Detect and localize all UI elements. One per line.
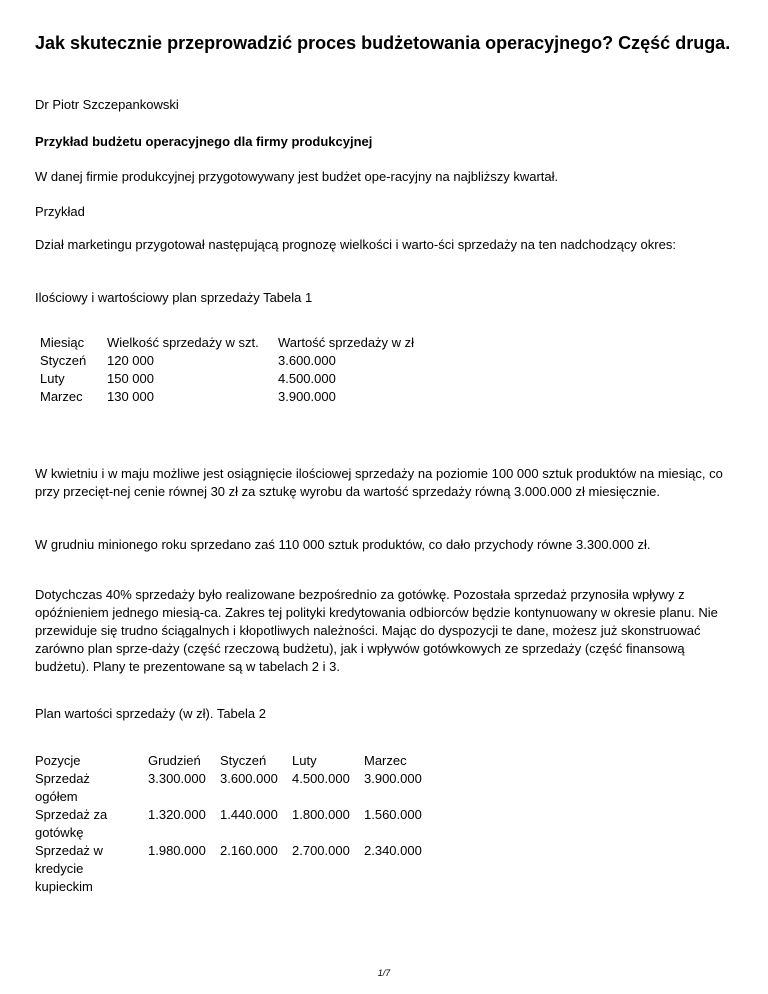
table-cell: 1.560.000: [364, 807, 422, 822]
table-header-cell: Marzec: [364, 753, 407, 768]
december-paragraph: W grudniu minionego roku sprzedano zaś 110 000 sztuk produktów, co dało przychody równe 3.300.000 zł.: [35, 537, 651, 552]
sales-plan-table-1: [40, 334, 478, 406]
table-cell: 3.900.000: [364, 771, 422, 786]
april-may-paragraph: W kwietniu i w maju możliwe jest osiągnięcie ilościowej sprzedaży na poziomie 100 000 sztuk produktów na miesiąc, co przy przecięt-nej cenie równej 30 zł za sztukę wyrobu da wartość sprzedaży równą 3.000.000 zł miesięcznie.: [35, 466, 723, 499]
table-header-row: [40, 334, 478, 352]
author-line: Dr Piotr Szczepankowski: [35, 97, 179, 112]
table-row: [35, 806, 436, 842]
table-cell: 3.600.000: [278, 353, 336, 368]
table-cell: 1.440.000: [220, 807, 278, 822]
table-cell: Sprzedaż w kredycie kupieckim: [35, 843, 103, 894]
section-heading: Przykład budżetu operacyjnego dla firmy produkcyjnej: [35, 134, 373, 149]
table-cell: Sprzedaż ogółem: [35, 771, 90, 804]
table-cell: 3.300.000: [148, 771, 206, 786]
table-header-cell: Wartość sprzedaży w zł: [278, 335, 415, 350]
document-title: Jak skutecznie przeprowadzić proces budżetowania operacyjnego? Część druga.: [35, 33, 731, 53]
table-cell: 150 000: [107, 371, 154, 386]
table-cell: 1.800.000: [292, 807, 350, 822]
table-header-cell: Miesiąc: [40, 335, 85, 350]
table-header-row: [35, 752, 436, 770]
table-header-cell: Wielkość sprzedaży w szt.: [107, 335, 259, 350]
table-row: [35, 770, 436, 806]
sales-value-plan-table-2: [35, 752, 436, 896]
table-header-cell: Styczeń: [220, 753, 267, 768]
table-cell: 120 000: [107, 353, 154, 368]
table-cell: 4.500.000: [292, 771, 350, 786]
table-cell: 3.600.000: [220, 771, 278, 786]
table-header-cell: Grudzień: [148, 753, 201, 768]
table-cell: 1.320.000: [148, 807, 206, 822]
table-cell: 2.700.000: [292, 843, 350, 858]
cash-policy-paragraph: Dotychczas 40% sprzedaży było realizowane bezpośrednio za gotówkę. Pozostała sprzedaż przynosiła wpływy z opóźnieniem jednego miesią-ca. Zakres tej polityki kredytowania odbiorców będzie kontynuowany w okresie planu. Nie przewiduje się trudno ściągalnych i kłopotliwych należności. Mając do dyspozycji te dane, możesz już skonstruować zarówno plan sprze-daży (część rzeczową budżetu), jak i wpływów gotówkowych ze sprzedaży (część finansową budżetu). Plany te prezentowane są w tabelach 2 i 3.: [35, 587, 718, 674]
table-cell: 3.900.000: [278, 389, 336, 404]
marketing-paragraph: Dział marketingu przygotował następującą prognozę wielkości i warto-ści sprzedaży na ten nadchodzący okres:: [35, 237, 676, 252]
table-cell: Sprzedaż za gotówkę: [35, 807, 108, 840]
table-cell: Luty: [40, 371, 65, 386]
table-cell: 2.340.000: [364, 843, 422, 858]
table-cell: 4.500.000: [278, 371, 336, 386]
table-header-cell: Luty: [292, 753, 317, 768]
intro-paragraph: W danej firmie produkcyjnej przygotowywany jest budżet ope-racyjny na najbliższy kwartał.: [35, 169, 559, 184]
table-row: [40, 352, 478, 370]
table1-caption: Ilościowy i wartościowy plan sprzedaży Tabela 1: [35, 290, 313, 305]
page-number: 1/7: [377, 968, 391, 978]
table2-caption: Plan wartości sprzedaży (w zł). Tabela 2: [35, 706, 266, 721]
table-header-cell: Pozycje: [35, 753, 81, 768]
table-cell: 2.160.000: [220, 843, 278, 858]
table-cell: Marzec: [40, 389, 83, 404]
table-row: [35, 842, 436, 896]
table-cell: Styczeń: [40, 353, 87, 368]
table-row: [40, 370, 478, 388]
table-cell: 130 000: [107, 389, 154, 404]
table-row: [40, 388, 478, 406]
table-cell: 1.980.000: [148, 843, 206, 858]
example-label: Przykład: [35, 204, 85, 219]
